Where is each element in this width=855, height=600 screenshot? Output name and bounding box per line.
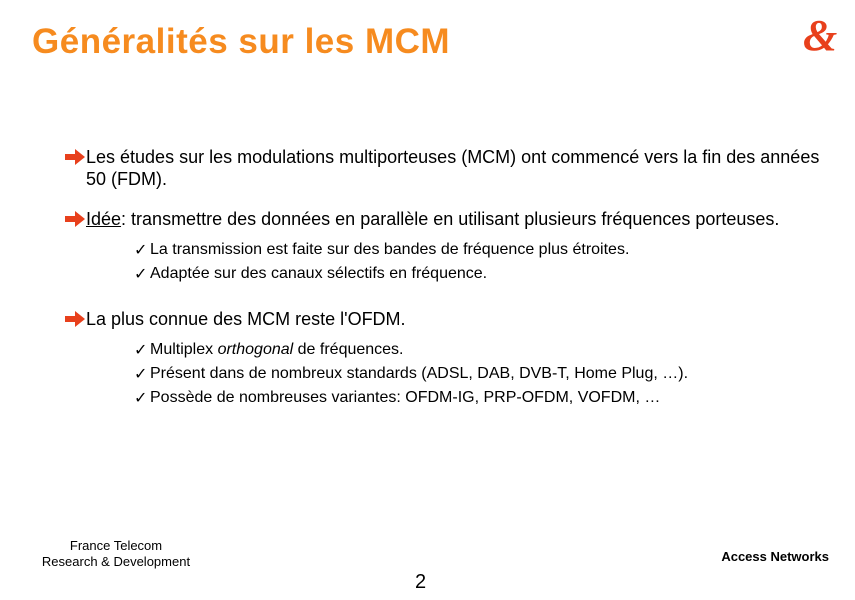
bullet-ofdm bbox=[64, 308, 834, 330]
ofdm-sublist bbox=[64, 338, 834, 410]
bullet-idea bbox=[64, 208, 834, 230]
list-item: ✓ Présent dans de nombreux standards (ADSL, DAB, DVB-T, Home Plug, …). bbox=[134, 362, 834, 386]
checkmark-icon: ✓ bbox=[134, 364, 148, 383]
idea-label: Idée bbox=[86, 209, 122, 229]
checkmark-icon: ✓ bbox=[134, 264, 148, 283]
bullet-text: : transmettre des données en parallèle en utilisant plusieurs fréquences porteuses. bbox=[121, 209, 780, 229]
list-item: ✓ Possède de nombreuses variantes: OFDM-IG, PRP-OFDM, VOFDM, … bbox=[134, 386, 834, 410]
arrow-right-icon bbox=[64, 309, 86, 329]
slide-content bbox=[64, 146, 834, 410]
slide-title: Généralités sur les MCM bbox=[32, 22, 451, 61]
footer-department: Access Networks bbox=[721, 549, 829, 564]
page-number: 2 bbox=[415, 571, 427, 593]
bullet-text: La plus connue des MCM reste l'OFDM. bbox=[86, 309, 406, 329]
list-item: ✓ Multiplex orthogonal de fréquences. bbox=[134, 338, 834, 362]
list-item: ✓ La transmission est faite sur des bandes de fréquence plus étroites. bbox=[134, 238, 834, 262]
arrow-right-icon bbox=[64, 147, 86, 167]
bullet-mcm-history bbox=[64, 146, 834, 190]
checkmark-icon: ✓ bbox=[134, 340, 148, 359]
bullet-text: Les études sur les modulations multiporteuses (MCM) ont commencé vers la fin des années 50 (FDM). bbox=[86, 147, 820, 189]
checkmark-icon: ✓ bbox=[134, 388, 148, 407]
footer-line: Research & Development bbox=[41, 554, 191, 569]
france-telecom-logo: & bbox=[803, 11, 838, 60]
list-item: ✓ Adaptée sur des canaux sélectifs en fréquence. bbox=[134, 262, 834, 286]
idea-sublist bbox=[64, 238, 834, 286]
footer-line: France Telecom bbox=[69, 538, 163, 553]
arrow-right-icon bbox=[64, 209, 86, 229]
checkmark-icon: ✓ bbox=[134, 240, 148, 259]
footer-organization bbox=[30, 538, 202, 570]
